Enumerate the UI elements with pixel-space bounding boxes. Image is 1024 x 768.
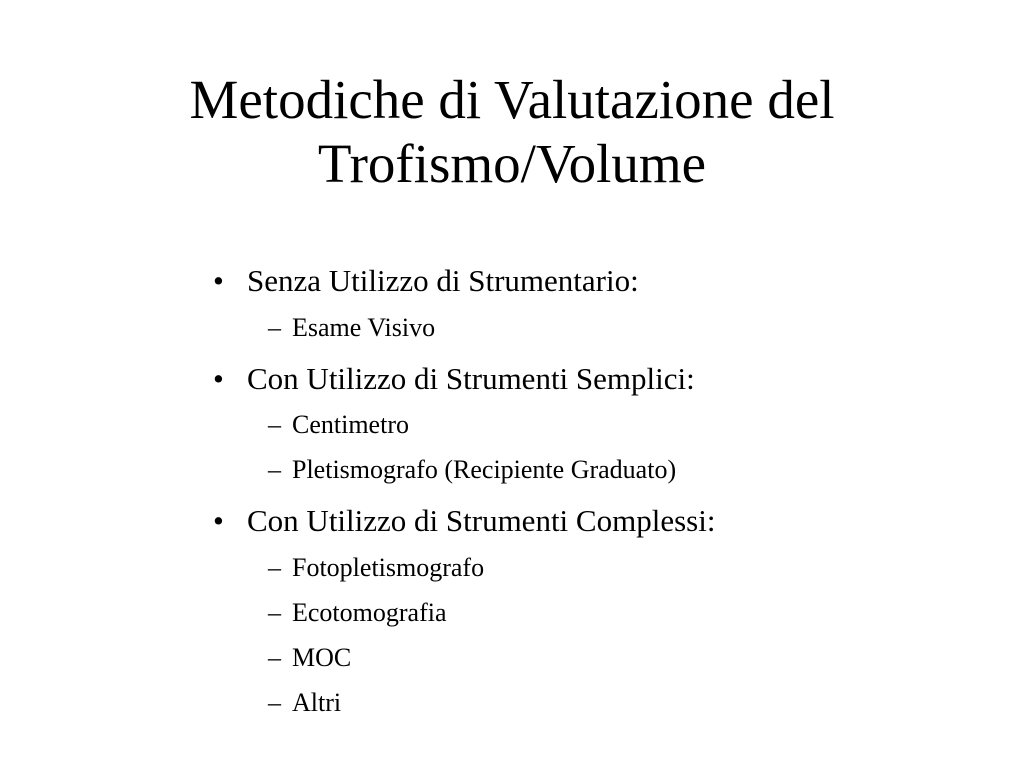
sub-item-text: Fotopletismografo: [292, 553, 485, 582]
bullet-marker: •: [213, 503, 224, 538]
sub-item: [268, 598, 447, 628]
sub-item-text: MOC: [292, 643, 352, 672]
dash-marker: –: [268, 598, 281, 627]
dash-marker: –: [268, 313, 281, 342]
title-line-1: Metodiche di Valutazione del: [189, 69, 835, 130]
sub-item: [268, 313, 436, 343]
title-line-2: Trofismo/Volume: [317, 133, 707, 194]
dash-marker: –: [268, 455, 281, 484]
bullet-marker: •: [213, 263, 224, 298]
sub-item-text: Centimetro: [292, 410, 409, 439]
dash-marker: –: [268, 410, 281, 439]
sub-item: [268, 553, 485, 583]
sub-item-text: Pletismografo (Recipiente Graduato): [292, 455, 677, 484]
dash-marker: –: [268, 643, 281, 672]
dash-marker: –: [268, 553, 281, 582]
bullet-marker: •: [213, 361, 224, 396]
sub-item-text: Altri: [292, 688, 342, 717]
bullet-text: Con Utilizzo di Strumenti Semplici:: [247, 361, 695, 396]
sub-item: [268, 688, 342, 718]
sub-item: [268, 643, 352, 673]
sub-item-text: Ecotomografia: [292, 598, 447, 627]
bullet-item: [213, 361, 695, 397]
sub-item-text: Esame Visivo: [292, 313, 436, 342]
dash-marker: –: [268, 688, 281, 717]
bullet-text: Senza Utilizzo di Strumentario:: [247, 263, 639, 298]
bullet-item: [213, 503, 716, 539]
sub-item: [268, 410, 409, 440]
bullet-item: [213, 263, 639, 299]
sub-item: [268, 455, 677, 485]
bullet-text: Con Utilizzo di Strumenti Complessi:: [247, 503, 716, 538]
